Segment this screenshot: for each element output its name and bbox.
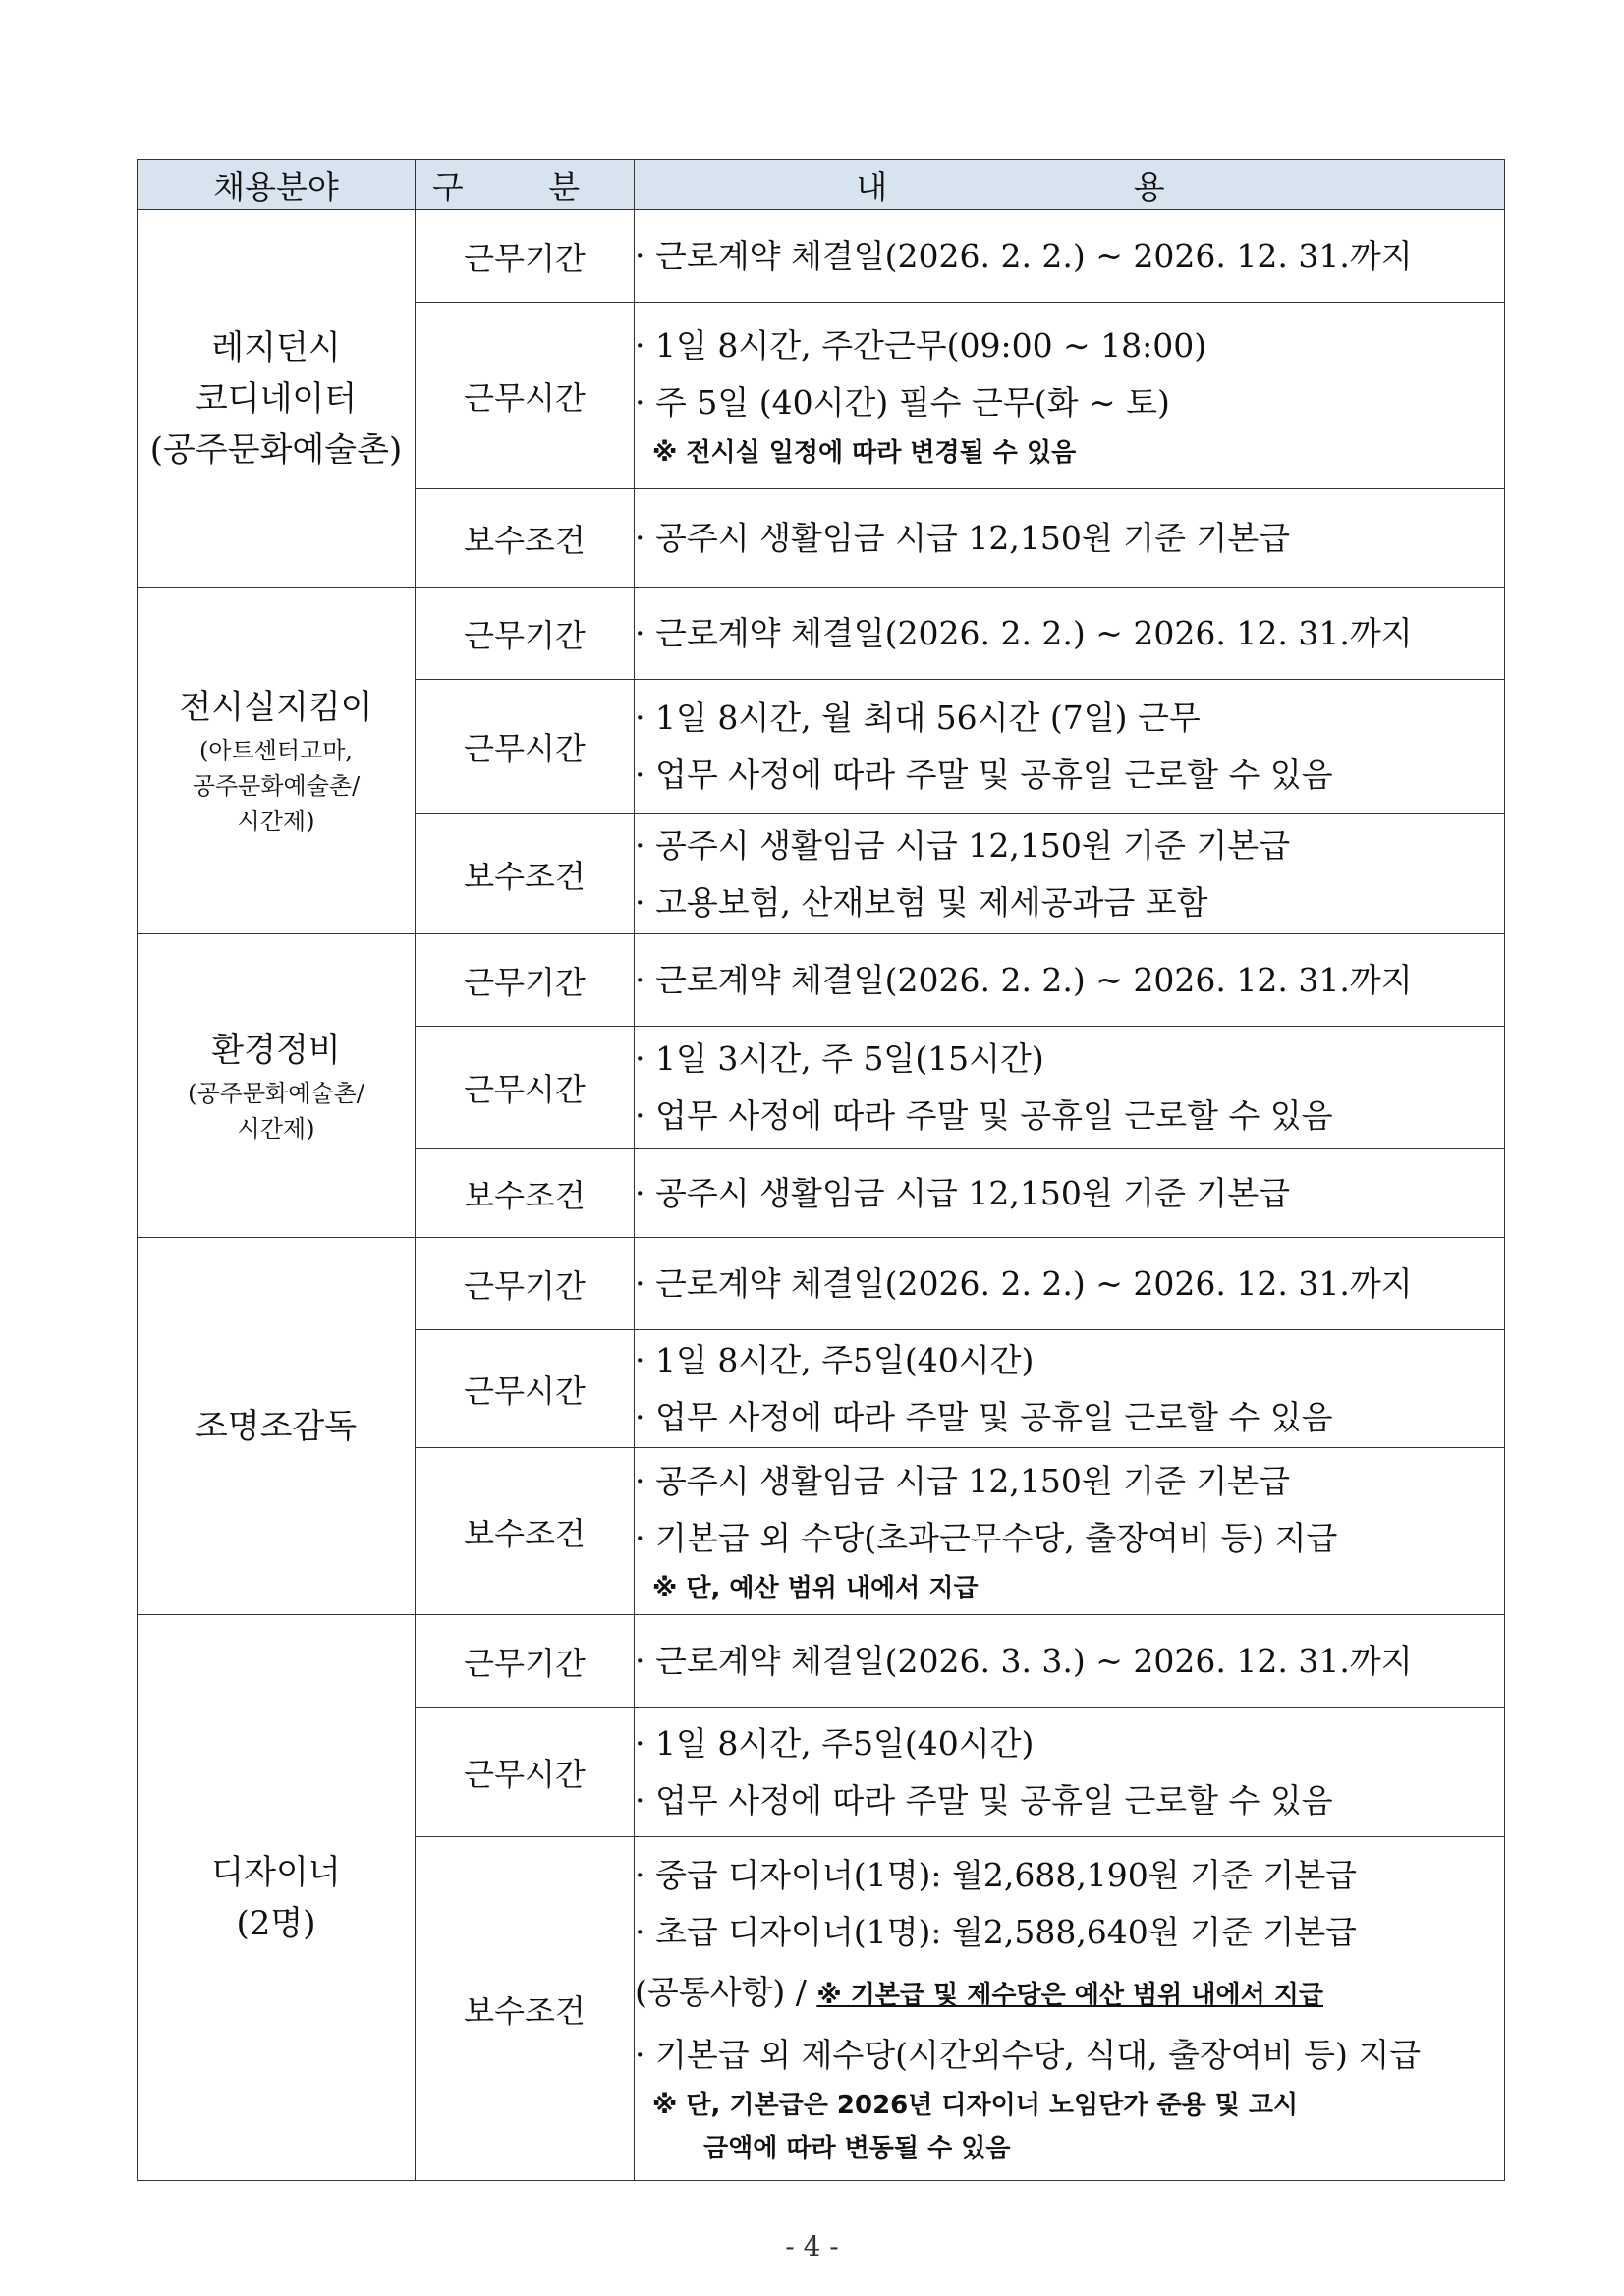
content-line: · 중급 디자이너(1명): 월2,688,190원 기준 기본급 xyxy=(635,1856,1358,1894)
content-line: · 고용보험, 산재보험 및 제세공과금 포함 xyxy=(635,882,1208,922)
note-line: ※ 단, 예산 범위 내에서 지급 xyxy=(652,1573,979,1603)
category-cell: 근무시간 xyxy=(416,680,635,814)
table-row xyxy=(138,1615,1505,1708)
common-terms-prefix: (공통사항) / xyxy=(635,1973,817,2011)
header-field: 채용분야 xyxy=(138,160,416,210)
content-line: · 근로계약 체결일(2026. 2. 2.) ~ 2026. 12. 31.까지 xyxy=(635,613,1413,652)
content-line: · 기본급 외 수당(초과근무수당, 출장여비 등) 지급 xyxy=(635,1518,1338,1557)
field-subtitle-line: 시간제) xyxy=(237,1115,315,1143)
content-line: · 주 5일 (40시간) 필수 근무(화 ∼ 토) xyxy=(635,382,1170,421)
common-terms-line xyxy=(635,1961,1504,2027)
content-line: · 1일 8시간, 주5일(40시간) xyxy=(635,1723,1035,1763)
field-name-line: 레지던시 xyxy=(211,327,341,367)
field-subtitle-line: 공주문화예술촌/ xyxy=(192,772,361,800)
category-cell: 보수조건 xyxy=(416,1149,635,1238)
content-line: · 1일 8시간, 월 최대 56시간 (7일) 근무 xyxy=(635,699,1201,737)
field-name-line: 디자이너 xyxy=(211,1852,341,1892)
content-line: · 업무 사정에 따라 주말 및 공휴일 근로할 수 있음 xyxy=(635,1096,1333,1135)
content-cell xyxy=(635,210,1505,303)
content-cell xyxy=(635,1027,1505,1149)
content-line: · 업무 사정에 따라 주말 및 공휴일 근로할 수 있음 xyxy=(635,1397,1333,1436)
content-line: · 근로계약 체결일(2026. 3. 3.) ~ 2026. 12. 31.까지 xyxy=(635,1641,1413,1680)
note-line: ※ 전시실 일정에 따라 변경될 수 있음 xyxy=(652,437,1077,468)
category-cell: 보수조건 xyxy=(416,489,635,588)
content-line: · 업무 사정에 따라 주말 및 공휴일 근로할 수 있음 xyxy=(635,1780,1333,1820)
content-cell xyxy=(635,1149,1505,1238)
category-cell: 근무기간 xyxy=(416,210,635,303)
category-cell: 근무기간 xyxy=(416,588,635,680)
content-cell xyxy=(635,1238,1505,1330)
page-number: - 4 - xyxy=(785,2230,839,2263)
common-terms-note: ※ 기본급 및 제수당은 예산 범위 내에서 지급 xyxy=(816,1981,1323,2010)
note-line: 금액에 따라 변동될 수 있음 xyxy=(703,2134,1011,2163)
content-line: · 공주시 생활임금 시급 12,150원 기준 기본급 xyxy=(635,1173,1291,1212)
content-cell xyxy=(635,1615,1505,1708)
field-name-line: 환경정비 xyxy=(211,1031,341,1070)
field-name-line: 조명조감독 xyxy=(195,1406,358,1446)
field-cell xyxy=(138,1238,416,1615)
content-line: · 근로계약 체결일(2026. 2. 2.) ~ 2026. 12. 31.까지 xyxy=(635,236,1413,275)
content-line: · 근로계약 체결일(2026. 2. 2.) ~ 2026. 12. 31.까지 xyxy=(635,960,1413,999)
field-cell xyxy=(138,210,416,588)
field-cell xyxy=(138,934,416,1238)
field-name-line: (2명) xyxy=(236,1903,316,1943)
category-cell: 보수조건 xyxy=(416,1448,635,1615)
header-category: 구 분 xyxy=(416,160,635,210)
content-cell xyxy=(635,680,1505,814)
content-cell xyxy=(635,489,1505,588)
content-line: · 공주시 생활임금 시급 12,150원 기준 기본급 xyxy=(635,518,1291,557)
content-line: · 근로계약 체결일(2026. 2. 2.) ~ 2026. 12. 31.까지 xyxy=(635,1263,1413,1303)
category-cell: 근무시간 xyxy=(416,1330,635,1448)
header-content: 내 용 xyxy=(635,160,1505,210)
field-subtitle-line: 시간제) xyxy=(237,808,315,835)
content-line: · 1일 8시간, 주5일(40시간) xyxy=(635,1340,1035,1379)
content-line: · 초급 디자이너(1명): 월2,588,640원 기준 기본급 xyxy=(635,1913,1358,1951)
content-cell xyxy=(635,934,1505,1027)
category-cell: 보수조건 xyxy=(416,1837,635,2181)
category-cell: 근무기간 xyxy=(416,1238,635,1330)
table-row xyxy=(138,1238,1505,1330)
note-line: ※ 단, 기본급은 2026년 디자이너 노임단가 준용 및 고시 xyxy=(652,2091,1299,2120)
category-cell: 근무시간 xyxy=(416,1027,635,1149)
content-line: · 기본급 외 제수당(시간외수당, 식대, 출장여비 등) 지급 xyxy=(635,2036,1422,2074)
field-cell xyxy=(138,588,416,934)
content-line: · 1일 8시간, 주간근무(09:00 ∼ 18:00) xyxy=(635,325,1207,364)
content-cell xyxy=(635,303,1505,489)
content-line: · 공주시 생활임금 시급 12,150원 기준 기본급 xyxy=(635,1461,1291,1500)
field-subtitle-line: (아트센터고마, xyxy=(198,737,354,764)
content-line: · 공주시 생활임금 시급 12,150원 기준 기본급 xyxy=(635,825,1291,865)
recruitment-table xyxy=(137,159,1505,2181)
field-cell xyxy=(138,1615,416,2181)
content-cell xyxy=(635,588,1505,680)
category-cell: 근무기간 xyxy=(416,934,635,1027)
table-row xyxy=(138,934,1505,1027)
content-line: · 업무 사정에 따라 주말 및 공휴일 근로할 수 있음 xyxy=(635,756,1333,794)
table-row xyxy=(138,588,1505,680)
content-cell xyxy=(635,1837,1505,2181)
content-cell xyxy=(635,1708,1505,1837)
field-name-line: 전시실지킴이 xyxy=(179,688,373,727)
category-cell: 근무기간 xyxy=(416,1615,635,1708)
field-name-line: 코디네이터 xyxy=(195,378,358,419)
category-cell: 보수조건 xyxy=(416,814,635,934)
category-cell: 근무시간 xyxy=(416,303,635,489)
field-name-line: (공주문화예술촌) xyxy=(149,429,403,470)
category-cell: 근무시간 xyxy=(416,1708,635,1837)
field-subtitle-line: (공주문화예술촌/ xyxy=(188,1080,364,1107)
content-cell xyxy=(635,1448,1505,1615)
header-row xyxy=(138,160,1505,210)
content-cell xyxy=(635,814,1505,934)
content-cell xyxy=(635,1330,1505,1448)
content-line: · 1일 3시간, 주 5일(15시간) xyxy=(635,1039,1044,1078)
table-row xyxy=(138,210,1505,303)
